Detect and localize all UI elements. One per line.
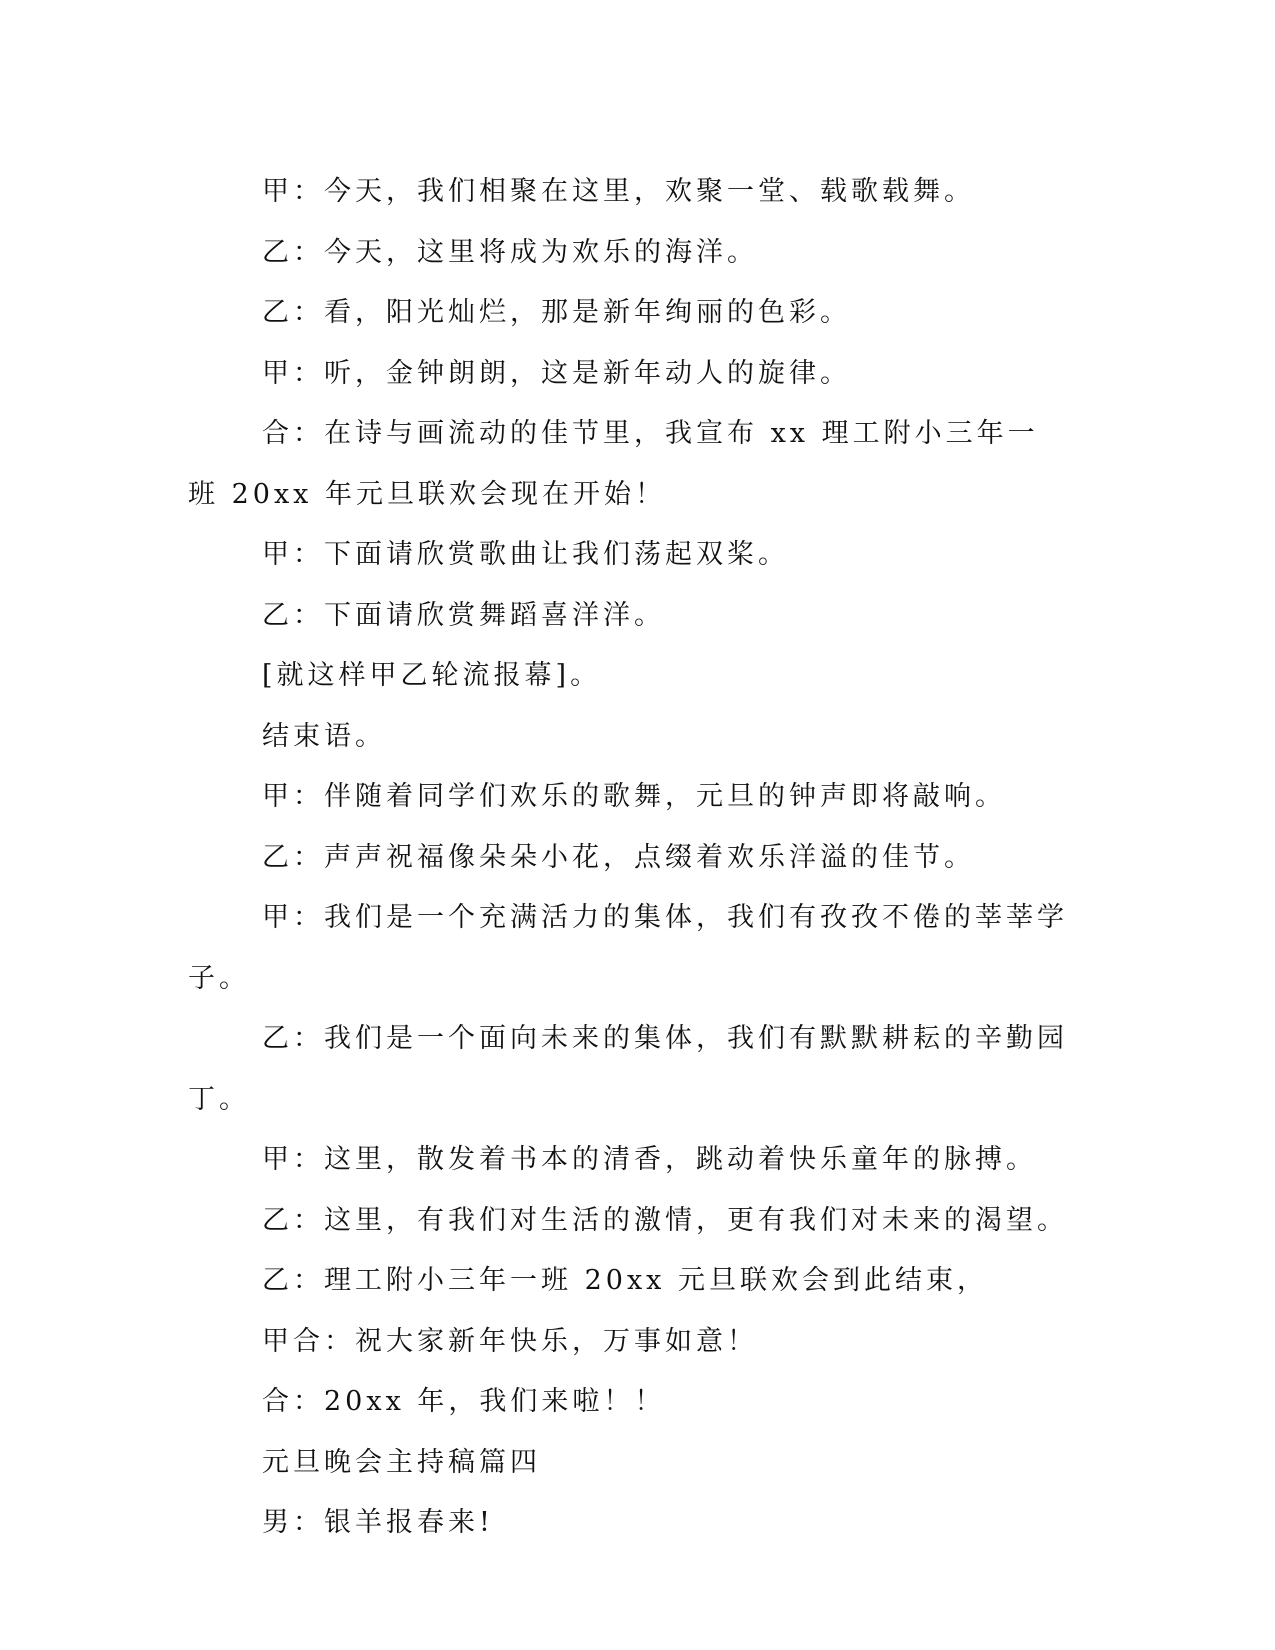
paragraph: 乙：声声祝福像朵朵小花，点缀着欢乐洋溢的佳节。	[262, 841, 975, 873]
section-heading: 元旦晚会主持稿篇四	[262, 1446, 541, 1478]
paragraph: 甲：伴随着同学们欢乐的歌舞，元旦的钟声即将敲响。	[262, 781, 1006, 812]
paragraph: 乙：下面请欣赏舞蹈喜洋洋。	[262, 599, 665, 631]
paragraph: 男：银羊报春来!	[262, 1507, 494, 1538]
paragraph: [就这样甲乙轮流报幕]。	[262, 660, 602, 691]
paragraph: 甲：下面请欣赏歌曲让我们荡起双桨。	[262, 539, 789, 570]
paragraph: 甲合：祝大家新年快乐，万事如意！	[262, 1325, 758, 1357]
document-body	[188, 162, 1068, 1554]
paragraph: 乙：我们是一个面向未来的集体，我们有默默耕耘的辛勤园丁。	[188, 1023, 1068, 1115]
paragraph: 甲：今天，我们相聚在这里，欢聚一堂、载歌载舞。	[262, 176, 975, 207]
paragraph: 甲：我们是一个充满活力的集体，我们有孜孜不倦的莘莘学子。	[188, 902, 1068, 994]
paragraph: 甲：听，金钟朗朗，这是新年动人的旋律。	[262, 357, 851, 389]
paragraph: 结束语。	[262, 720, 386, 752]
paragraph: 乙：这里，有我们对生活的激情，更有我们对未来的渴望。	[262, 1204, 1068, 1236]
paragraph: 甲：这里，散发着书本的清香，跳动着快乐童年的脉搏。	[262, 1144, 1037, 1175]
paragraph: 合：在诗与画流动的佳节里，我宣布 xx 理工附小三年一班 20xx 年元旦联欢会现在开始！	[188, 418, 1039, 510]
paragraph: 乙：看，阳光灿烂，那是新年绚丽的色彩。	[262, 297, 851, 328]
paragraph: 乙：理工附小三年一班 20xx 元旦联欢会到此结束，	[262, 1265, 988, 1296]
paragraph: 合：20xx 年，我们来啦！！	[262, 1386, 666, 1417]
paragraph: 乙：今天，这里将成为欢乐的海洋。	[262, 236, 758, 268]
